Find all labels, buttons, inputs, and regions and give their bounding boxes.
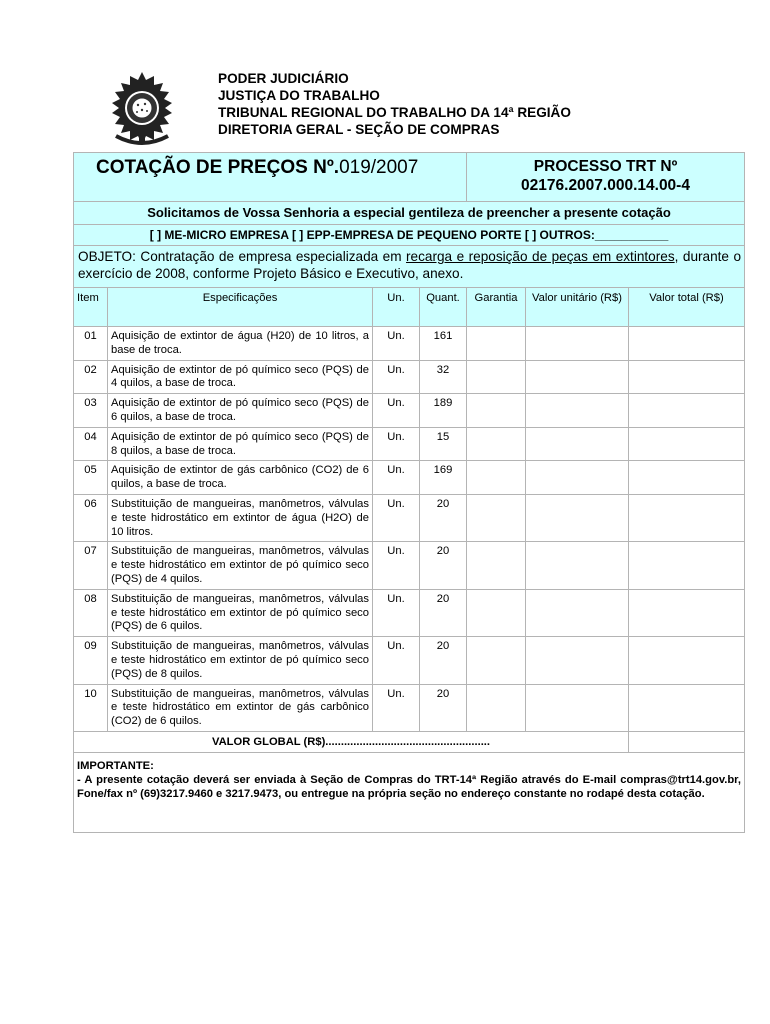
item-total-value-field[interactable] (629, 427, 745, 461)
item-number: 09 (74, 637, 108, 684)
coat-of-arms-emblem (104, 70, 180, 146)
item-number: 05 (74, 461, 108, 495)
item-warranty-field[interactable] (467, 427, 526, 461)
item-total-value-field[interactable] (629, 637, 745, 684)
item-unit: Un. (373, 637, 420, 684)
important-row (74, 752, 745, 832)
item-warranty-field[interactable] (467, 394, 526, 428)
table-row (74, 461, 745, 495)
table-row (74, 494, 745, 541)
request-text: Solicitamos de Vossa Senhoria a especial gentileza de preencher a presente cotação (74, 202, 745, 225)
important-notice (74, 752, 745, 832)
item-unit: Un. (373, 461, 420, 495)
item-unit-value-field[interactable] (526, 494, 629, 541)
header-line-tribunal: TRIBUNAL REGIONAL DO TRABALHO DA 14ª REGIÃO (218, 105, 571, 120)
item-warranty-field[interactable] (467, 542, 526, 589)
col-header-total-value: Valor total (R$) (629, 288, 745, 327)
item-warranty-field[interactable] (467, 461, 526, 495)
item-number: 04 (74, 427, 108, 461)
title-row (74, 153, 745, 202)
item-quantity: 20 (420, 589, 467, 636)
item-specification: Substituição de mangueiras, manômetros, válvulas e teste hidrostático em extintor de pó químico seco (PQS) de 6 quilos. (108, 589, 373, 636)
process-box (467, 153, 745, 202)
object-underlined: recarga e reposição de peças em extintores (406, 249, 675, 264)
company-type-options[interactable]: [ ] ME-MICRO EMPRESA [ ] EPP-EMPRESA DE PEQUENO PORTE [ ] OUTROS:___________ (74, 225, 745, 246)
item-specification: Substituição de mangueiras, manômetros, válvulas e teste hidrostático em extintor de pó químico seco (PQS) de 8 quilos. (108, 637, 373, 684)
item-number: 03 (74, 394, 108, 428)
important-title: IMPORTANTE: (77, 759, 154, 772)
item-specification: Substituição de mangueiras, manômetros, válvulas e teste hidrostático em extintor de pó químico seco (PQS) de 4 quilos. (108, 542, 373, 589)
item-warranty-field[interactable] (467, 589, 526, 636)
item-total-value-field[interactable] (629, 394, 745, 428)
item-unit: Un. (373, 684, 420, 731)
item-warranty-field[interactable] (467, 360, 526, 394)
item-specification: Substituição de mangueiras, manômetros, válvulas e teste hidrostático em extintor de água (H2O) de 10 litros. (108, 494, 373, 541)
item-number: 10 (74, 684, 108, 731)
table-row (74, 360, 745, 394)
table-row (74, 637, 745, 684)
item-total-value-field[interactable] (629, 461, 745, 495)
item-specification: Aquisição de extintor de água (H20) de 10 litros, a base de troca. (108, 327, 373, 361)
item-unit-value-field[interactable] (526, 589, 629, 636)
col-header-qty: Quant. (420, 288, 467, 327)
item-unit-value-field[interactable] (526, 637, 629, 684)
item-number: 02 (74, 360, 108, 394)
item-quantity: 20 (420, 637, 467, 684)
item-warranty-field[interactable] (467, 684, 526, 731)
item-number: 06 (74, 494, 108, 541)
col-header-spec: Especificações (108, 288, 373, 327)
item-quantity: 20 (420, 494, 467, 541)
institution-header (218, 70, 571, 138)
item-unit: Un. (373, 589, 420, 636)
col-header-item: Item (74, 288, 108, 327)
quotation-title (74, 153, 467, 202)
item-unit-value-field[interactable] (526, 542, 629, 589)
global-value-row (74, 731, 745, 752)
col-header-warranty: Garantia (467, 288, 526, 327)
object-prefix: OBJETO: Contratação de empresa especializada em (78, 249, 407, 264)
quotation-title-label: COTAÇÃO DE PREÇOS Nº. (96, 157, 340, 178)
item-unit: Un. (373, 427, 420, 461)
item-unit: Un. (373, 360, 420, 394)
header-line-judiciary: PODER JUDICIÁRIO (218, 71, 349, 86)
header-line-directorate: DIRETORIA GERAL - SEÇÃO DE COMPRAS (218, 122, 500, 137)
item-specification: Substituição de mangueiras, manômetros, válvulas e teste hidrostático em extintor de gás carbônico (CO2) de 6 quilos. (108, 684, 373, 731)
col-header-unit-value: Valor unitário (R$) (526, 288, 629, 327)
item-quantity: 20 (420, 542, 467, 589)
global-value-field[interactable] (629, 731, 745, 752)
item-warranty-field[interactable] (467, 327, 526, 361)
item-total-value-field[interactable] (629, 494, 745, 541)
table-row (74, 327, 745, 361)
item-total-value-field[interactable] (629, 684, 745, 731)
important-text: - A presente cotação deverá ser enviada à Seção de Compras do TRT-14ª Região através do E-mail compras@trt14.gov.br, Fone/fax nº (69)3217.9460 e 3217.9473, ou entregue na própria seção no endereço constante no rodapé desta cotação. (77, 773, 742, 800)
object-row (74, 246, 745, 288)
item-unit: Un. (373, 394, 420, 428)
quotation-table (73, 152, 745, 833)
item-specification: Aquisição de extintor de gás carbônico (CO2) de 6 quilos, a base de troca. (108, 461, 373, 495)
item-unit-value-field[interactable] (526, 684, 629, 731)
item-unit: Un. (373, 494, 420, 541)
item-total-value-field[interactable] (629, 542, 745, 589)
process-number: 02176.2007.000.14.00-4 (521, 177, 690, 194)
request-row (74, 202, 745, 225)
item-number: 01 (74, 327, 108, 361)
quotation-number: 019/2007 (339, 157, 419, 178)
table-row (74, 589, 745, 636)
item-specification: Aquisição de extintor de pó químico seco (PQS) de 6 quilos, a base de troca. (108, 394, 373, 428)
item-unit: Un. (373, 327, 420, 361)
item-total-value-field[interactable] (629, 327, 745, 361)
item-warranty-field[interactable] (467, 637, 526, 684)
item-total-value-field[interactable] (629, 360, 745, 394)
column-header-row (74, 288, 745, 327)
object-description (74, 246, 745, 288)
table-row (74, 684, 745, 731)
object-suffix: , durante o exercício de 2008, conforme Projeto Básico e Executivo, anexo. (78, 249, 742, 281)
item-number: 08 (74, 589, 108, 636)
item-quantity: 15 (420, 427, 467, 461)
item-quantity: 32 (420, 360, 467, 394)
table-row (74, 427, 745, 461)
item-unit-value-field[interactable] (526, 461, 629, 495)
item-total-value-field[interactable] (629, 589, 745, 636)
item-unit-value-field[interactable] (526, 427, 629, 461)
item-unit-value-field[interactable] (526, 360, 629, 394)
item-quantity: 20 (420, 684, 467, 731)
col-header-unit: Un. (373, 288, 420, 327)
process-label: PROCESSO TRT Nº (533, 158, 678, 175)
item-quantity: 161 (420, 327, 467, 361)
global-value-label: VALOR GLOBAL (R$)..................................................... (74, 731, 629, 752)
table-row (74, 542, 745, 589)
item-specification: Aquisição de extintor de pó químico seco (PQS) de 4 quilos, a base de troca. (108, 360, 373, 394)
item-quantity: 169 (420, 461, 467, 495)
header-line-labor-justice: JUSTIÇA DO TRABALHO (218, 88, 380, 103)
item-warranty-field[interactable] (467, 494, 526, 541)
table-row (74, 394, 745, 428)
company-type-row (74, 225, 745, 246)
item-unit-value-field[interactable] (526, 327, 629, 361)
item-unit-value-field[interactable] (526, 394, 629, 428)
item-quantity: 189 (420, 394, 467, 428)
item-unit: Un. (373, 542, 420, 589)
item-number: 07 (74, 542, 108, 589)
item-specification: Aquisição de extintor de pó químico seco (PQS) de 8 quilos, a base de troca. (108, 427, 373, 461)
